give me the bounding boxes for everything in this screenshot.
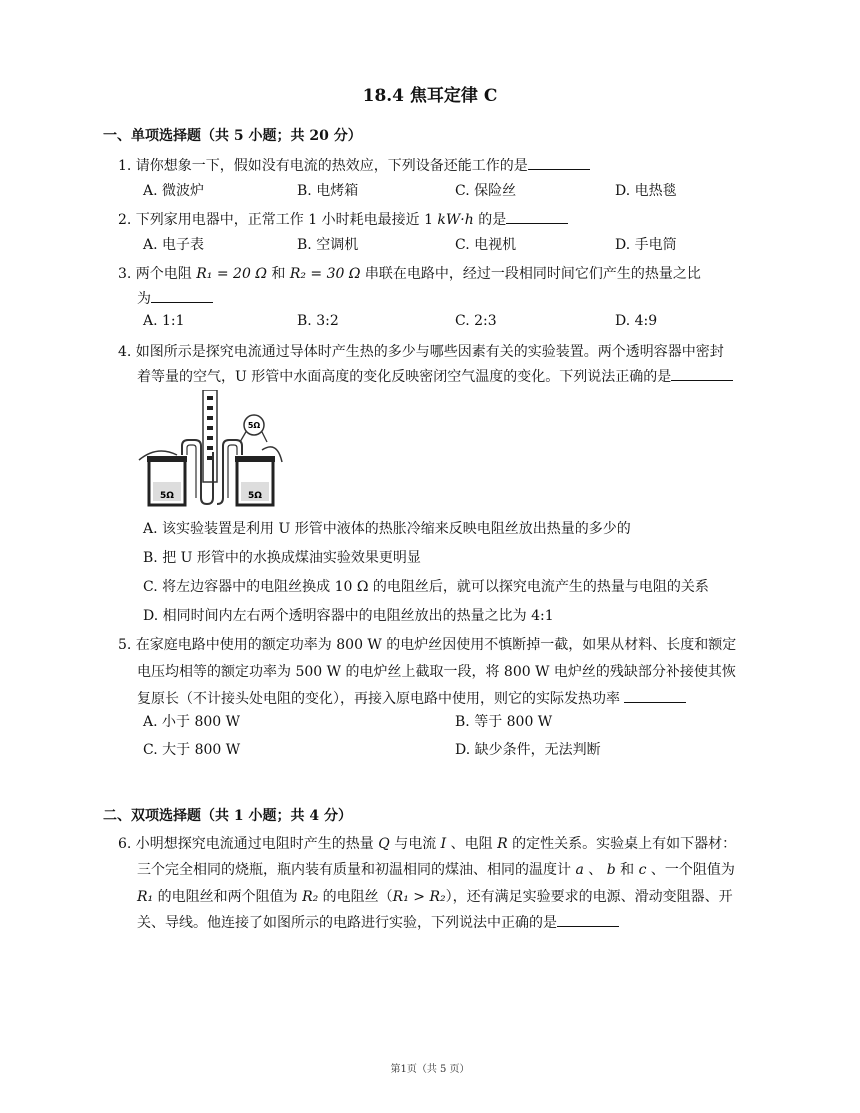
- resistor-r1: R₁ = 20 Ω: [196, 266, 267, 282]
- question-5-line-2: 电压均相等的额定功率为 500 W 的电炉丝上截取一段，将 800 W 电炉丝的残缺部分补接使其恢: [137, 664, 736, 680]
- question-3-text-c: 为: [137, 291, 151, 307]
- question-4-option-c[interactable]: C. 将左边容器中的电阻丝换成 10 Ω 的电阻丝后，就可以探究电流产生的热量与电阻的关系: [143, 579, 709, 595]
- question-3-and: 和: [266, 266, 290, 282]
- question-6-text: 和: [615, 862, 639, 878]
- thermometer-b: b: [606, 862, 616, 878]
- question-6-text: 三个完全相同的烧瓶，瓶内装有质量和初温相同的煤油、相同的温度计: [137, 862, 576, 878]
- question-2-option-d[interactable]: D. 手电筒: [615, 237, 677, 253]
- page-title: 18.4 焦耳定律 C: [362, 86, 498, 106]
- question-4-line-1: 4. 如图所示是探究电流通过导体时产生热的多少与哪些因素有关的实验装置。两个透明容器中密封: [118, 344, 724, 360]
- question-2-text-a: 2. 下列家用电器中，正常工作 1 小时耗电最接近 1: [118, 212, 438, 228]
- answer-blank[interactable]: [528, 157, 590, 170]
- thermometer-c: c: [638, 862, 647, 878]
- answer-blank[interactable]: [671, 368, 733, 381]
- question-3-option-c[interactable]: C. 2:3: [455, 313, 497, 329]
- question-6-line-4: [137, 912, 619, 932]
- question-4-option-b[interactable]: B. 把 U 形管中的水换成煤油实验效果更明显: [143, 550, 421, 566]
- question-6-text: 的电阻丝和两个阻值为: [153, 889, 303, 905]
- question-4-option-a[interactable]: A. 该实验装置是利用 U 形管中液体的热胀冷缩来反映电阻丝放出热量的多少的: [143, 521, 631, 537]
- question-6-text: 的电阻丝（: [318, 889, 393, 905]
- question-5-text: 复原长（不计接头处电阻的变化），再接入原电路中使用，则它的实际发热功率: [137, 691, 625, 707]
- question-2-unit: kW·h: [437, 212, 474, 228]
- answer-blank[interactable]: [151, 290, 213, 303]
- answer-blank[interactable]: [506, 211, 568, 224]
- question-2-option-c[interactable]: C. 电视机: [455, 237, 517, 253]
- answer-blank[interactable]: [624, 690, 686, 703]
- question-5-option-a[interactable]: A. 小于 800 W: [143, 714, 241, 730]
- inequality: R₁ > R₂: [392, 889, 446, 905]
- joule-experiment-figure: [137, 390, 287, 512]
- question-6-line-3: [137, 886, 733, 906]
- section-heading-double-choice: 二、双项选择题（共 1 小题；共 4 分）: [103, 808, 352, 824]
- question-6-text: ），还有满足实验要求的电源、滑动变阻器、开: [445, 889, 733, 905]
- question-1-stem: [118, 155, 590, 175]
- question-3-stem: [118, 263, 701, 283]
- question-6-text: 、电阻: [446, 836, 498, 852]
- question-3-stem-cont: [137, 288, 213, 308]
- question-6-text: 关、导线。他连接了如图所示的电路进行实验，下列说法中正确的是: [137, 915, 557, 931]
- question-6-text: 、: [583, 862, 607, 878]
- question-1-option-d[interactable]: D. 电热毯: [615, 183, 677, 199]
- question-5-line-1: 5. 在家庭电路中使用的额定功率为 800 W 的电炉丝因使用不慎断掉一截，如果从材料、长度和额定: [118, 637, 737, 653]
- question-5-option-d[interactable]: D. 缺少条件，无法判断: [455, 742, 601, 758]
- var-i: I: [440, 836, 447, 852]
- section-heading-single-choice: 一、单项选择题（共 5 小题；共 20 分）: [103, 128, 362, 144]
- var-r1: R₁: [137, 889, 154, 905]
- question-3-option-a[interactable]: A. 1:1: [143, 313, 185, 329]
- question-6-text: 与电流: [389, 836, 441, 852]
- question-2-text-b: 的是: [473, 212, 507, 228]
- var-r2: R₂: [302, 889, 319, 905]
- question-3-text-b: 串联在电路中，经过一段相同时间它们产生的热量之比: [360, 266, 701, 282]
- right-resistor-label: 5Ω: [248, 491, 262, 501]
- question-4-line-2: [137, 366, 733, 386]
- page-footer: 第1页（共 5 页）: [390, 1064, 470, 1075]
- var-q: Q: [378, 836, 390, 852]
- question-6-text: 6. 小明想探究电流通过电阻时产生的热量: [118, 836, 379, 852]
- question-4-text: 着等量的空气，U 形管中水面高度的变化反映密闭空气温度的变化。下列说法正确的是: [137, 369, 672, 385]
- question-1-option-b[interactable]: B. 电烤箱: [297, 183, 359, 199]
- question-3-option-d[interactable]: D. 4:9: [615, 313, 658, 329]
- var-r: R: [497, 836, 508, 852]
- question-4-option-d[interactable]: D. 相同时间内左右两个透明容器中的电阻丝放出的热量之比为 4:1: [143, 608, 554, 624]
- question-5-option-b[interactable]: B. 等于 800 W: [455, 714, 553, 730]
- question-5-option-c[interactable]: C. 大于 800 W: [143, 742, 241, 758]
- question-2-option-a[interactable]: A. 电子表: [143, 237, 205, 253]
- question-6-line-1: [118, 833, 736, 853]
- question-3-text-a: 3. 两个电阻: [118, 266, 197, 282]
- question-5-line-3: [137, 688, 686, 708]
- question-6-text: 的定性关系。实验桌上有如下器材：: [507, 836, 737, 852]
- question-1-option-a[interactable]: A. 微波炉: [143, 183, 205, 199]
- question-1-text: 1. 请你想象一下，假如没有电流的热效应，下列设备还能工作的是: [118, 158, 528, 174]
- top-resistor-label: 5Ω: [247, 421, 261, 430]
- question-6-line-2: [137, 859, 735, 879]
- thermometer-a: a: [575, 862, 584, 878]
- question-1-option-c[interactable]: C. 保险丝: [455, 183, 517, 199]
- question-2-stem: [118, 209, 568, 229]
- resistor-r2: R₂ = 30 Ω: [289, 266, 361, 282]
- answer-blank[interactable]: [557, 914, 619, 927]
- left-resistor-label: 5Ω: [160, 491, 174, 501]
- question-6-text: 、一个阻值为: [646, 862, 735, 878]
- question-3-option-b[interactable]: B. 3:2: [297, 313, 339, 329]
- question-2-option-b[interactable]: B. 空调机: [297, 237, 359, 253]
